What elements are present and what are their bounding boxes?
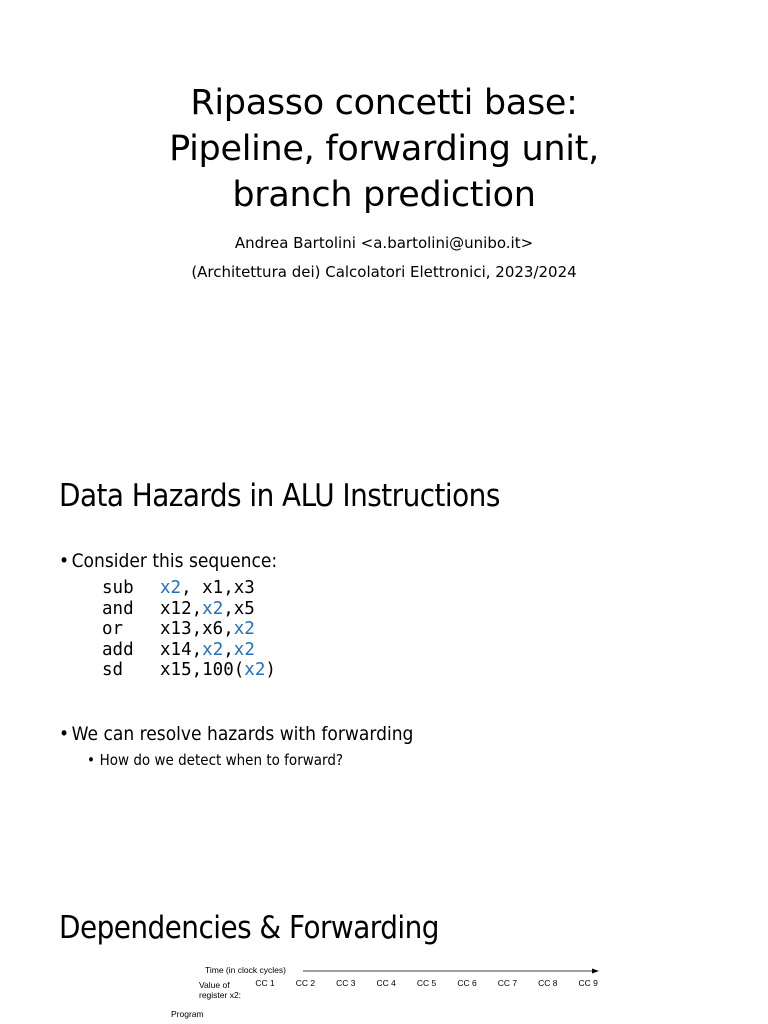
sub-bullet-text: How do we detect when to forward?: [99, 751, 344, 769]
code-opcode: or: [102, 619, 124, 640]
code-operand: ,: [223, 639, 234, 660]
code-register-highlight: x2: [202, 639, 224, 660]
slide-heading: Data Hazards in ALU Instructions: [59, 478, 500, 514]
cycle-label: CC 3: [336, 978, 356, 988]
cycle-label: CC 9: [578, 978, 598, 988]
value-label-line1: Value of: [199, 980, 230, 990]
code-line: [102, 578, 276, 599]
bullet-item: [59, 722, 413, 746]
bullet-marker: •: [87, 751, 95, 769]
code-opcode: sd: [102, 660, 124, 681]
bullet-text: Consider this sequence:: [71, 550, 278, 572]
code-operand: x13,x6,: [160, 619, 234, 640]
code-register-highlight: x2: [160, 578, 182, 598]
code-operand: , x1,x3: [181, 578, 255, 598]
cycle-label: CC 8: [538, 978, 558, 988]
bullet-marker: •: [59, 723, 70, 745]
code-opcode: sub: [102, 578, 134, 598]
bullet-text: We can resolve hazards with forwarding: [71, 723, 414, 745]
time-axis-arrowhead: [592, 969, 599, 974]
title-line-3: branch prediction: [232, 175, 536, 215]
code-register-highlight: x2: [202, 598, 224, 619]
title-line-2: Pipeline, forwarding unit,: [169, 129, 599, 169]
author-line: Andrea Bartolini <a.bartolini@unibo.it>: [234, 234, 534, 252]
bullet-marker: •: [59, 550, 70, 572]
sub-bullet-item: [87, 750, 343, 770]
code-operand: x14,: [160, 639, 203, 660]
code-line: [102, 660, 276, 681]
cycle-label: CC 5: [416, 978, 437, 988]
code-line: [102, 619, 276, 640]
program-label: Program: [171, 1009, 204, 1019]
title-slide: [0, 0, 768, 432]
time-axis-label: Time (in clock cycles): [205, 965, 286, 975]
code-opcode: and: [102, 598, 134, 619]
cycle-labels: [255, 978, 598, 988]
code-line: [102, 599, 276, 620]
cycle-label: CC 2: [295, 978, 316, 988]
bullet-item: [59, 549, 277, 573]
title-line-1: Ripasso concetti base:: [190, 83, 578, 123]
code-operand: ): [265, 660, 276, 681]
title-subtitle: [0, 229, 768, 287]
dependencies-slide: [0, 864, 768, 1024]
code-operand: x15,100(: [160, 660, 245, 681]
pipeline-diagram: [0, 864, 768, 1024]
code-register-highlight: x2: [244, 660, 266, 681]
cycle-label: CC 1: [255, 978, 275, 988]
code-register-highlight: x2: [233, 639, 255, 660]
cycle-label: CC 4: [376, 978, 396, 988]
course-line: (Architettura dei) Calcolatori Elettronici, 2023/2024: [191, 263, 577, 281]
slide-heading: Dependencies & Forwarding: [59, 910, 439, 946]
cycle-label: CC 7: [497, 978, 518, 988]
code-opcode: add: [102, 639, 134, 660]
code-operand: ,x5: [223, 598, 255, 619]
code-line: [102, 640, 276, 661]
code-operand: x12,: [160, 598, 203, 619]
value-label-line2: register x2:: [199, 990, 242, 1000]
data-hazards-slide: [0, 432, 768, 864]
cycle-label: CC 6: [457, 978, 477, 988]
code-sequence: [102, 578, 276, 681]
presentation-title: [0, 80, 768, 218]
code-register-highlight: x2: [233, 619, 255, 640]
